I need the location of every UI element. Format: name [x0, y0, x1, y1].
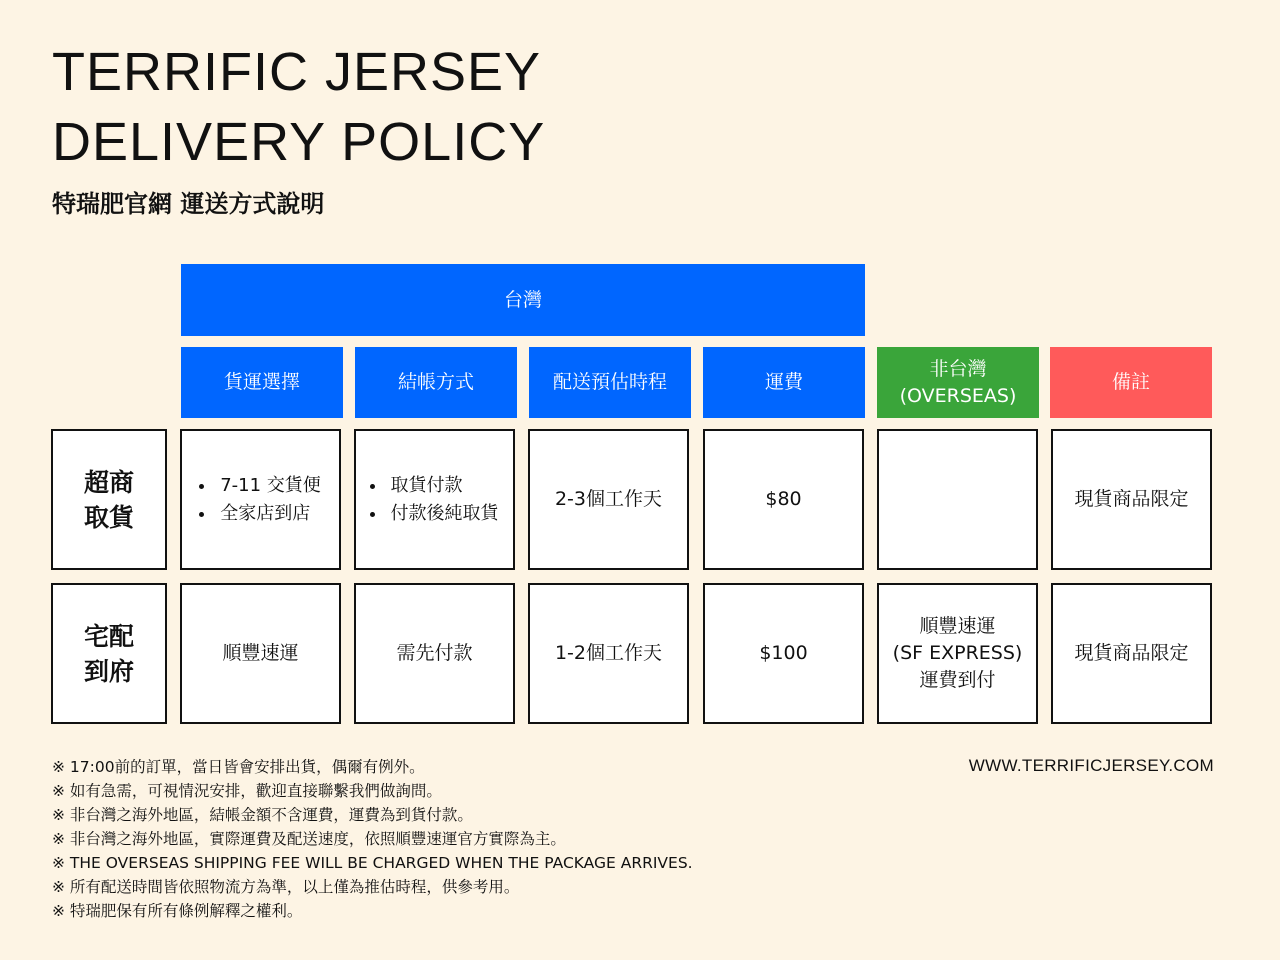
list-item: • 7-11 交貨便	[216, 472, 321, 500]
row-label-home-delivery	[51, 583, 167, 724]
row-label-line2: 到府	[83, 656, 134, 686]
header-shipping-method: 貨運選擇	[181, 347, 343, 418]
cell-store-fee: $80	[703, 429, 864, 570]
cell-store-shipping-method	[180, 429, 341, 570]
overseas-line1: 順豐速運	[919, 615, 996, 637]
list-item: • 付款後純取貨	[387, 500, 499, 528]
header-delivery-time: 配送預估時程	[529, 347, 691, 418]
footnote: ※ 非台灣之海外地區，實際運費及配送速度，依照順豐速運官方實際為主。	[52, 830, 566, 848]
row-label-line2: 取貨	[83, 502, 134, 532]
cell-home-notes: 現貨商品限定	[1051, 583, 1212, 724]
cell-home-shipping-method: 順豐速運	[180, 583, 341, 724]
row-label-line1: 宅配	[83, 621, 134, 651]
cell-home-overseas	[877, 583, 1038, 724]
cell-store-payment	[354, 429, 515, 570]
header-shipping-fee: 運費	[703, 347, 865, 418]
footnote: ※ 非台灣之海外地區，結帳金額不含運費，運費為到貨付款。	[52, 806, 473, 824]
overseas-line2: (SF EXPRESS)	[892, 642, 1023, 664]
shipping-method-list	[200, 472, 321, 528]
footnotes	[52, 755, 693, 923]
header-overseas	[877, 347, 1039, 418]
payment-method-list	[371, 472, 499, 528]
header-taiwan: 台灣	[181, 264, 865, 336]
row-label-store-pickup	[51, 429, 167, 570]
cell-home-payment: 需先付款	[354, 583, 515, 724]
page-title-line2: DELIVERY POLICY	[52, 112, 546, 172]
row-label-line1: 超商	[83, 467, 134, 497]
list-item: • 全家店到店	[216, 500, 321, 528]
footnote: ※ 特瑞肥保有所有條例解釋之權利。	[52, 902, 303, 920]
cell-store-delivery-time: 2-3個工作天	[528, 429, 689, 570]
cell-home-fee: $100	[703, 583, 864, 724]
cell-store-notes: 現貨商品限定	[1051, 429, 1212, 570]
page-title-line1: TERRIFIC JERSEY	[52, 42, 542, 102]
footnote: ※ 17:00前的訂單，當日皆會安排出貨，偶爾有例外。	[52, 758, 425, 776]
header-overseas-line1: 非台灣	[929, 357, 987, 380]
website-url: WWW.TERRIFICJERSEY.COM	[968, 756, 1214, 775]
page-subtitle: 特瑞肥官網 運送方式說明	[52, 190, 325, 218]
overseas-line3: 運費到付	[919, 669, 996, 691]
footnote: ※ 所有配送時間皆依照物流方為準，以上僅為推估時程，供參考用。	[52, 878, 520, 896]
list-item: • 取貨付款	[387, 472, 499, 500]
cell-store-overseas	[877, 429, 1038, 570]
header-payment-method: 結帳方式	[355, 347, 517, 418]
header-overseas-line2: (OVERSEAS)	[899, 384, 1017, 407]
header-notes: 備註	[1050, 347, 1212, 418]
footnote: ※ 如有急需，可視情況安排，歡迎直接聯繫我們做詢問。	[52, 782, 442, 800]
footnote: ※ THE OVERSEAS SHIPPING FEE WILL BE CHARGED WHEN THE PACKAGE ARRIVES.	[52, 854, 693, 872]
cell-home-delivery-time: 1-2個工作天	[528, 583, 689, 724]
